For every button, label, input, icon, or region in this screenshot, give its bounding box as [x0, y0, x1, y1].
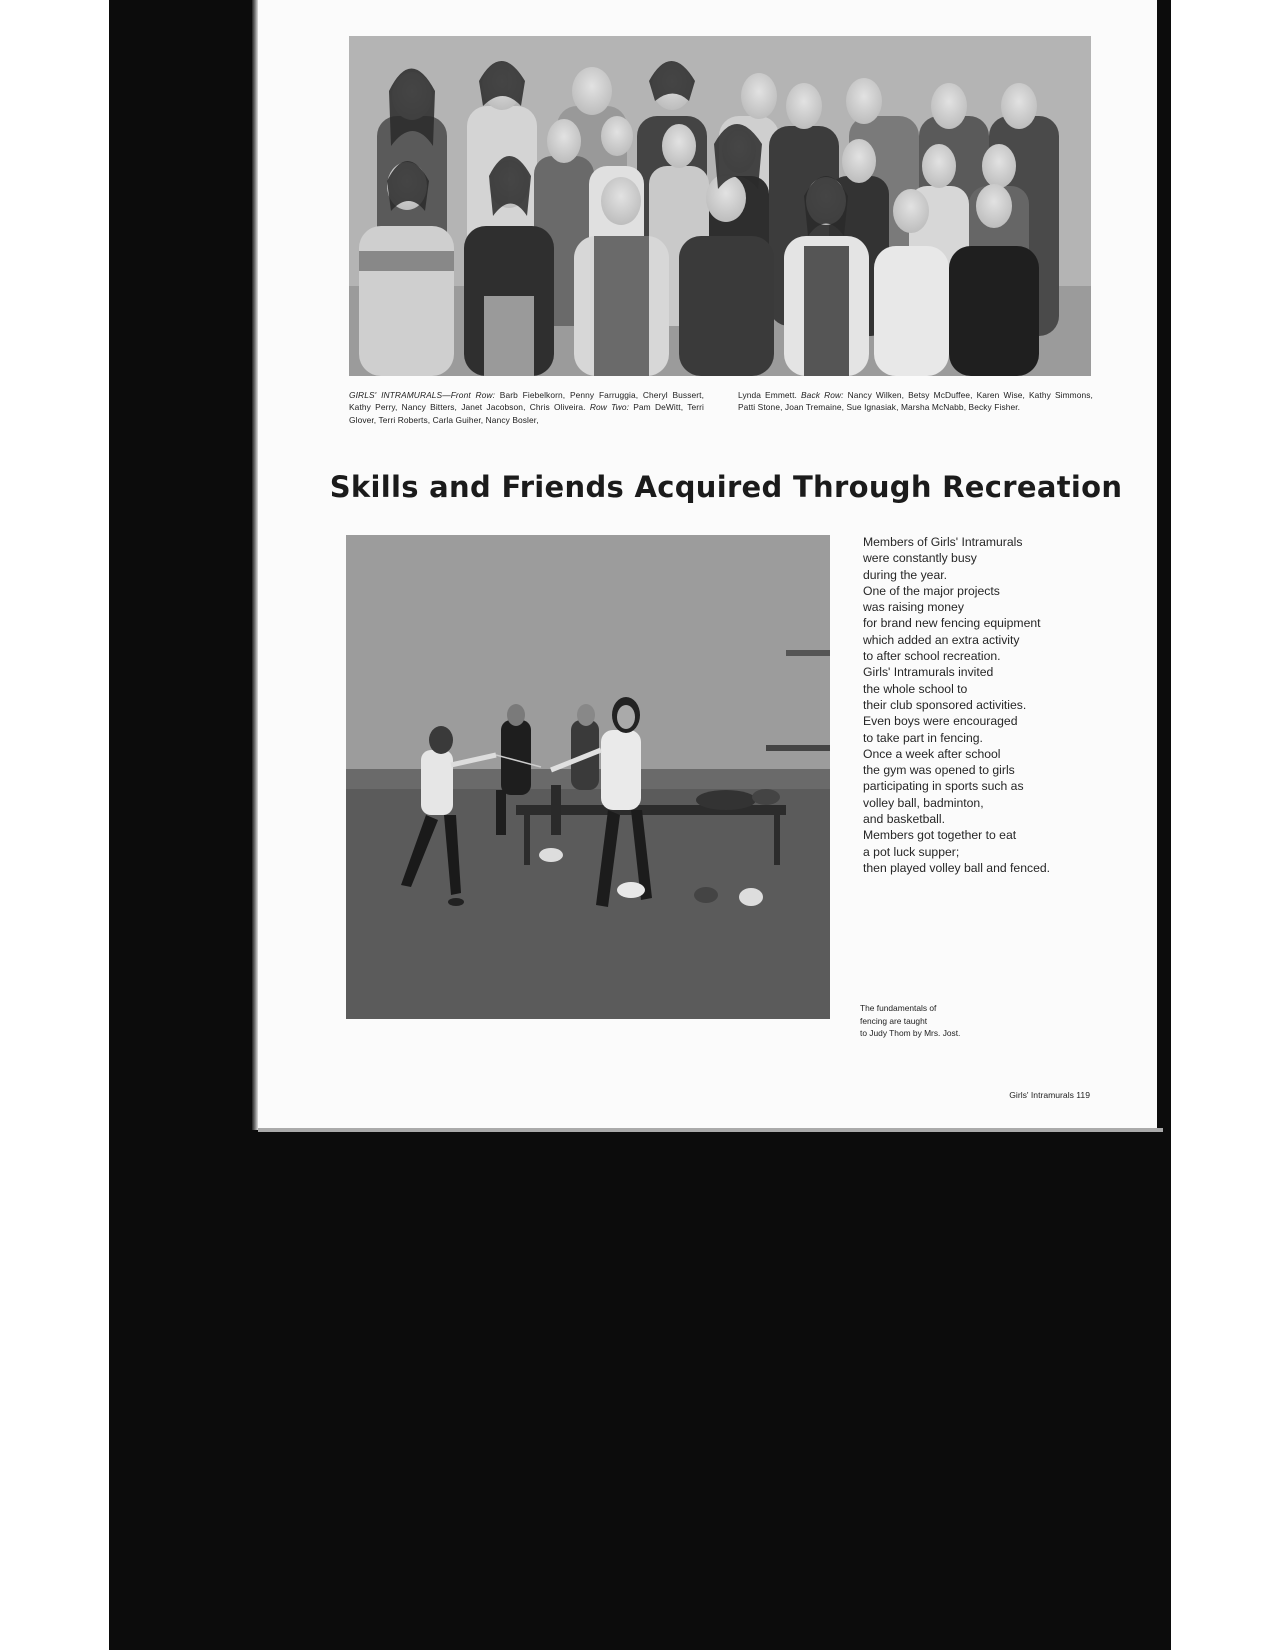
group-caption-right [738, 389, 1093, 414]
body-line: to after school recreation. [863, 649, 1001, 664]
body-line: and basketball. [863, 812, 945, 827]
group-photo-figures [349, 36, 1091, 376]
group-caption-left [349, 389, 704, 426]
body-line: were constantly busy [863, 551, 977, 566]
page-bottom-edge [258, 1128, 1163, 1132]
body-line: for brand new fencing equipment [863, 616, 1041, 631]
body-line: volley ball, badminton, [863, 795, 984, 810]
body-line: then played volley ball and fenced. [863, 860, 1051, 875]
caption-back-row-label: Back Row: [801, 390, 844, 400]
caption-back-row-names: Nancy Wilken, Betsy McDuffee, Karen Wise, Kathy Simmons, Patti Stone, Joan Tremaine, Sue Ignasiak, Marsha McNabb, Becky Fisher. [738, 390, 1093, 413]
fencing-photo [346, 535, 830, 1019]
body-line: Once a week after school [863, 746, 1001, 761]
body-line: which added an extra activity [863, 632, 1020, 647]
group-photo [349, 36, 1091, 376]
body-line: One of the major projects [863, 583, 1000, 598]
body-line: was raising money [863, 600, 964, 615]
body-line: during the year. [863, 567, 948, 582]
caption-front-row-names: Barb Fiebelkorn, Penny Farruggia, Cheryl Bussert, Kathy Perry, Nancy Bitters, Janet Jacobson, Chris Oliveira. [349, 390, 704, 413]
page-fold-shadow [252, 0, 258, 1130]
photo-caption-line: to Judy Thom by Mrs. Jost. [860, 1028, 961, 1039]
body-line: Girls' Intramurals invited [863, 665, 994, 680]
body-line: their club sponsored activities. [863, 697, 1027, 712]
body-line: the gym was opened to girls [863, 763, 1015, 778]
body-line: to take part in fencing. [863, 730, 983, 745]
page-folio: Girls' Intramurals 119 [1009, 1090, 1090, 1100]
body-text [863, 534, 1103, 876]
body-line: participating in sports such as [863, 779, 1024, 794]
caption-row-two-names: Pam DeWitt, Terri Glover, Terri Roberts, Carla Guiher, Nancy Bosler, [349, 402, 704, 425]
body-line: a pot luck supper; [863, 844, 960, 859]
body-line: the whole school to [863, 681, 968, 696]
photo-caption-line: The fundamentals of [860, 1003, 937, 1013]
body-line: Members got together to eat [863, 828, 1017, 843]
fencing-photo-caption [860, 1002, 1010, 1040]
caption-front-row-label: GIRLS' INTRAMURALS—Front Row: [349, 390, 496, 400]
caption-row-two-continued: Lynda Emmett. [738, 390, 801, 400]
body-line: Even boys were encouraged [863, 714, 1018, 729]
photo-caption-line: fencing are taught [860, 1015, 928, 1026]
body-line: Members of Girls' Intramurals [863, 535, 1023, 549]
page-headline: Skills and Friends Acquired Through Recreation [329, 470, 1123, 504]
caption-row-two-label: Row Two: [589, 402, 630, 413]
fencing-photo-scene [346, 535, 830, 1019]
